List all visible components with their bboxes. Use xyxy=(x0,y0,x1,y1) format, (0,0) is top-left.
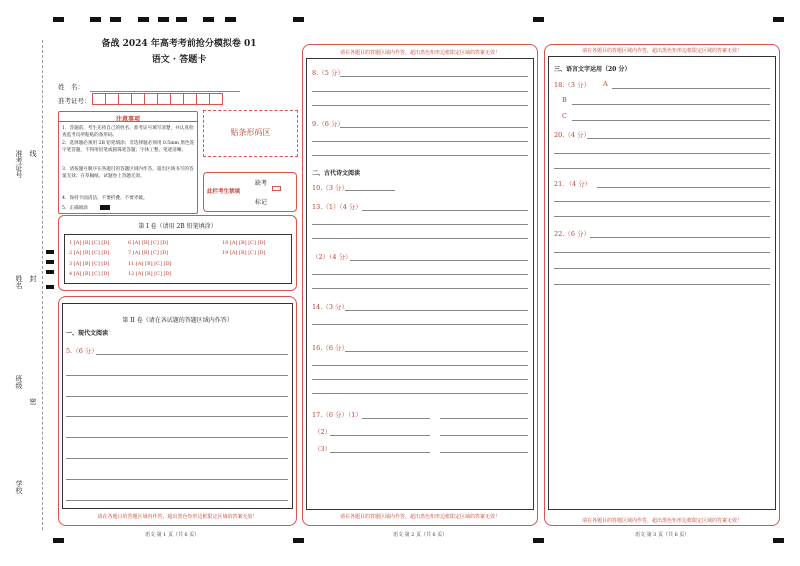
q16-label: 16.（6 分） xyxy=(312,344,349,352)
reg-mark xyxy=(225,17,236,22)
reg-mark xyxy=(533,538,544,543)
q18-b: B xyxy=(562,96,567,104)
q5-label: 5.（6 分） xyxy=(66,347,98,355)
reg-mark xyxy=(203,17,214,22)
choice-row[interactable]: 1 [A] [B] [C] [D] xyxy=(69,240,110,246)
choice-row[interactable]: 3 [A] [B] [C] [D] xyxy=(69,261,110,267)
boundary-hint: 请在各题目的答题区域内作答，超出黑色矩形边框限定区域的答案无效！ xyxy=(581,48,742,54)
absent-text1: 缺考 xyxy=(255,180,268,187)
q18-a: A xyxy=(603,80,608,88)
absent-text2: 标记 xyxy=(255,199,268,206)
answer-line[interactable] xyxy=(66,500,288,501)
reg-mark xyxy=(773,17,784,22)
q13-label: 13.（1）（4 分） xyxy=(312,203,362,211)
answer-line[interactable] xyxy=(66,458,288,459)
q9-label: 9.（6 分） xyxy=(312,120,344,128)
boundary-hint: 请在各题目的答题区域内作答，超出黑色矩形边框限定区域的答案无效！ xyxy=(339,50,500,56)
reg-mark xyxy=(293,538,304,543)
answer-line[interactable] xyxy=(350,260,528,261)
reg-mark xyxy=(53,17,64,22)
answer-line[interactable] xyxy=(96,354,288,355)
side-exam-id: 准考证号 xyxy=(15,150,23,178)
q17b-label: （2） xyxy=(314,428,332,436)
answer-line[interactable] xyxy=(312,155,528,156)
answer-line[interactable] xyxy=(330,452,430,453)
answer-line[interactable] xyxy=(590,237,770,238)
choice-row[interactable]: 2 [A] [B] [C] [D] xyxy=(69,250,110,256)
choice-row[interactable]: 4 [A] [B] [C] [D] xyxy=(69,271,110,277)
answer-line[interactable] xyxy=(587,138,770,139)
answer-line[interactable] xyxy=(554,201,770,202)
answer-line[interactable] xyxy=(440,452,528,453)
answer-line[interactable] xyxy=(440,418,528,419)
answer-line[interactable] xyxy=(345,190,395,191)
boundary-hint: 请在各题目的答题区域内作答，超出黑色矩形边框限定区域的答案无效！ xyxy=(581,518,742,524)
notes-item: 4．保持卡面清洁，不要折叠、不要弄破。 xyxy=(62,196,148,201)
answer-line[interactable] xyxy=(572,120,770,121)
answer-line[interactable] xyxy=(554,168,770,169)
answer-line[interactable] xyxy=(554,153,770,154)
choice-row[interactable]: 6 [A] [B] [C] [D] xyxy=(128,240,169,246)
barcode-label: 贴条形码区 xyxy=(230,128,271,137)
side-name: 姓名 xyxy=(15,275,23,289)
answer-line[interactable] xyxy=(612,88,770,89)
notes-item: 5．正确填涂 xyxy=(62,206,88,211)
answer-line[interactable] xyxy=(312,393,528,394)
answer-line[interactable] xyxy=(597,187,770,188)
name-label: 姓 名： xyxy=(58,83,84,91)
reg-mark xyxy=(46,270,54,274)
section2-title: 第 II 卷（请在各试题的答题区域内作答） xyxy=(122,317,233,324)
answer-line[interactable] xyxy=(362,210,528,211)
q8-label: 8.（5 分） xyxy=(312,69,344,77)
q18-label: 18.（3 分） xyxy=(554,81,591,89)
choice-row[interactable]: 12 [A] [B] [C] [D] xyxy=(128,271,172,277)
reg-mark xyxy=(773,538,784,543)
q14-label: 14.（3 分） xyxy=(312,303,349,311)
section2-sub2: 二、古代诗文阅读 xyxy=(312,170,361,177)
choice-row[interactable]: 19 [A] [B] [C] [D] xyxy=(222,250,266,256)
answer-line[interactable] xyxy=(312,91,528,92)
answer-line[interactable] xyxy=(66,375,288,376)
answer-line[interactable] xyxy=(554,216,770,217)
answer-line[interactable] xyxy=(66,437,288,438)
q17c-label: （3） xyxy=(314,445,332,453)
reg-mark xyxy=(158,17,169,22)
answer-line[interactable] xyxy=(66,416,288,417)
answer-line[interactable] xyxy=(66,479,288,480)
answer-line[interactable] xyxy=(312,324,528,325)
q18-c: C xyxy=(562,112,567,120)
answer-line[interactable] xyxy=(66,396,288,397)
choice-row[interactable]: 18 [A] [B] [C] [D] xyxy=(222,240,266,246)
answer-line[interactable] xyxy=(312,274,528,275)
reg-mark xyxy=(46,285,54,289)
reg-mark xyxy=(138,17,149,22)
answer-line[interactable] xyxy=(362,418,430,419)
reg-mark xyxy=(90,17,101,22)
answer-line[interactable] xyxy=(312,141,528,142)
answer-line[interactable] xyxy=(312,288,528,289)
section3-title: 三、语言文字运用（20 分） xyxy=(554,66,631,73)
answer-line[interactable] xyxy=(312,379,528,380)
reg-mark xyxy=(176,17,187,22)
q20-label: 20.（4 分） xyxy=(554,131,591,139)
answer-line[interactable] xyxy=(340,127,528,128)
notes-title: 注意事项 xyxy=(115,116,140,123)
answer-line[interactable] xyxy=(312,105,528,106)
absent-checkbox[interactable] xyxy=(272,186,281,191)
side-class: 班级 xyxy=(15,375,23,389)
side-feng: 封 xyxy=(29,275,37,282)
answer-line[interactable] xyxy=(340,76,528,77)
boundary-hint: 请在各题目的答题区域内作答，超出黑色矩形边框限定区域的答案无效！ xyxy=(339,514,500,520)
reg-mark xyxy=(293,17,304,22)
page-footer: 语文 第 3 页（共 6 页） xyxy=(635,532,690,538)
answer-line[interactable] xyxy=(554,284,770,285)
reg-mark xyxy=(533,17,544,22)
page-footer: 语文 第 1 页（共 6 页） xyxy=(145,532,200,538)
name-field[interactable] xyxy=(90,91,240,92)
section1-title: 第 I 卷（请用 2B 铅笔填涂） xyxy=(138,223,217,230)
answer-line[interactable] xyxy=(554,268,770,269)
section2-sub1: 一、现代文阅读 xyxy=(66,330,109,337)
reg-mark xyxy=(110,17,121,22)
page-subtitle: 语文 · 答题卡 xyxy=(151,55,207,65)
notes-item: 1．答题前，考生先将自己的姓名、准考证号填写清楚，并认真检查监考员所粘贴的条形码。 xyxy=(62,126,194,138)
notes-item: 2．选择题必须用 2B 铅笔填涂；非选择题必须用 0.5mm 黑色签字笔答题，不得用铅笔或圆珠笔答题；字体工整、笔迹清晰。 xyxy=(62,141,195,153)
answer-line[interactable] xyxy=(440,435,528,436)
answer-line[interactable] xyxy=(330,435,430,436)
answer-line[interactable] xyxy=(312,365,528,366)
choice-row[interactable]: 7 [A] [B] [C] [D] xyxy=(128,250,169,256)
exam-id-label: 准考证号： xyxy=(58,97,91,105)
q22-label: 22.（6 分） xyxy=(554,230,591,238)
side-school: 学校 xyxy=(15,480,23,494)
answer-line[interactable] xyxy=(345,310,528,311)
answer-line[interactable] xyxy=(312,224,528,225)
side-xian: 线 xyxy=(29,150,37,157)
choice-row[interactable]: 11 [A] [B] [C] [D] xyxy=(128,261,172,267)
filled-example xyxy=(100,205,110,210)
absent-label: 此栏考生禁填 xyxy=(207,189,241,195)
notes-item: 3．请按题号顺序在各题目的答题区域内作答，超出区域书写的答案无效；在草稿纸、试题卷上答题无效。 xyxy=(62,167,194,179)
q21-label: 21．（4 分） xyxy=(554,180,592,188)
q13b-label: （2）（4 分） xyxy=(312,253,352,261)
reg-mark xyxy=(53,538,64,543)
q17-label: 17.（6 分）（1） xyxy=(312,411,362,419)
side-mi: 密 xyxy=(29,398,37,405)
exam-id-boxes[interactable] xyxy=(92,93,222,105)
binding-line xyxy=(42,40,43,530)
page3-inner xyxy=(548,56,776,510)
answer-line[interactable] xyxy=(572,104,770,105)
q10-label: 10.（3 分） xyxy=(312,184,349,192)
answer-line[interactable] xyxy=(554,252,770,253)
answer-line[interactable] xyxy=(312,238,528,239)
page-footer: 语文 第 2 页（共 6 页） xyxy=(393,532,448,538)
page-title: 备战 2024 年高考考前抢分模拟卷 01 xyxy=(101,39,257,49)
answer-line[interactable] xyxy=(345,351,528,352)
reg-mark xyxy=(46,250,54,254)
reg-mark xyxy=(46,260,54,264)
boundary-hint: 请在各题目的答题区域内作答，超出黑色矩形边框限定区域的答案无效！ xyxy=(97,514,258,520)
